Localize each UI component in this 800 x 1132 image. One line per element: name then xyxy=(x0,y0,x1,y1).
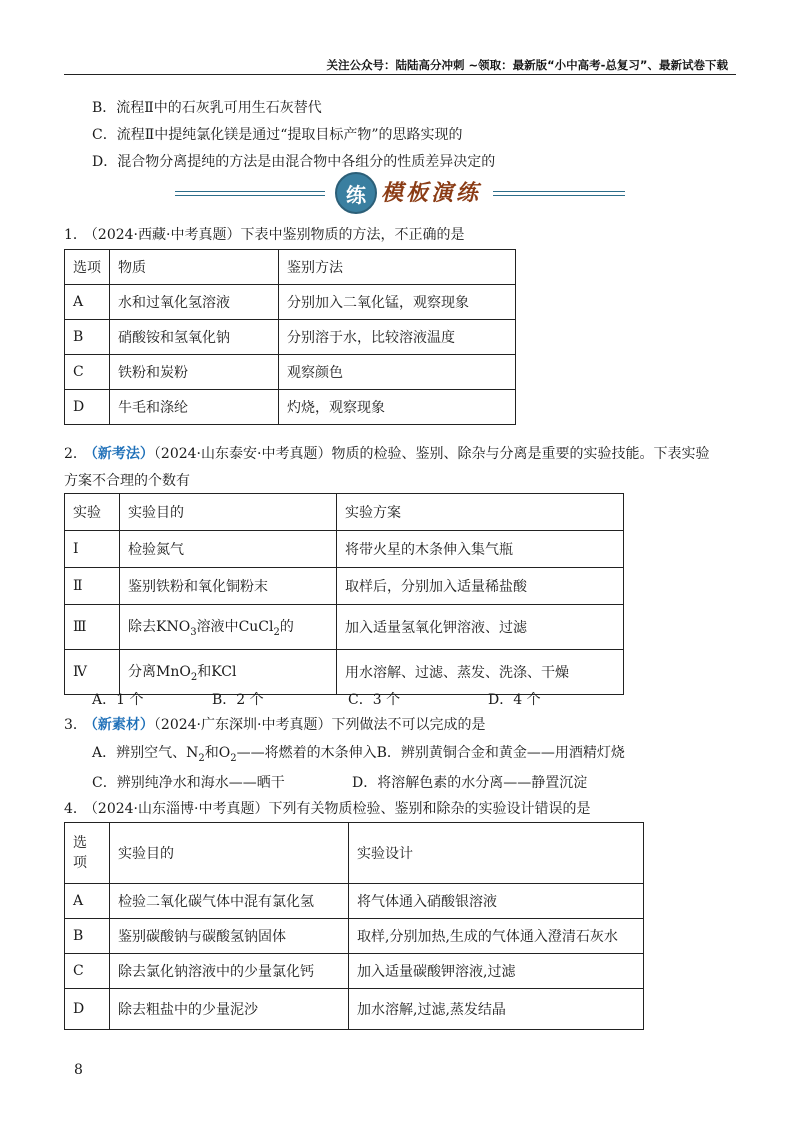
formula-subscript: 2 xyxy=(230,752,237,764)
table-row xyxy=(65,989,644,1030)
q4-table xyxy=(64,822,644,1030)
q3-option-d: D．将溶解色素的水分离——静置沉淀 xyxy=(352,775,588,791)
table-row xyxy=(65,531,624,568)
q3-text-fragment: 和 xyxy=(204,745,219,761)
q2-cell: 加入适量氢氧化钾溶液、过滤 xyxy=(337,605,624,650)
prev-option-b: B．流程Ⅱ中的石灰乳可用生石灰替代 xyxy=(92,100,322,116)
q1-cell: C xyxy=(65,355,110,390)
q1-cell: 牛毛和涤纶 xyxy=(110,390,279,425)
q1-cell: A xyxy=(65,285,110,320)
table-row xyxy=(65,954,644,989)
formula-cucl2: CuCl xyxy=(238,619,274,636)
q1-header-option: 选项 xyxy=(65,250,110,285)
q4-stem xyxy=(64,798,590,818)
q1-header-method: 鉴别方法 xyxy=(279,250,516,285)
q1-cell: 灼烧，观察现象 xyxy=(279,390,516,425)
q3-tag: （新素材） xyxy=(90,717,154,733)
q4-cell: C xyxy=(65,954,110,989)
table-row xyxy=(65,390,516,425)
q4-cell: 除去粗盐中的少量泥沙 xyxy=(110,989,349,1030)
q2-stem-line2: 方案不合理的个数有 xyxy=(64,473,190,489)
q3-option-b: B．辨别黄铜合金和黄金——用酒精灯烧 xyxy=(376,745,625,761)
q2-cell: 鉴别铁粉和氧化铜粉末 xyxy=(120,568,337,605)
q2-cell: Ⅱ xyxy=(65,568,120,605)
q2-cell: 检验氮气 xyxy=(120,531,337,568)
q4-cell: 将气体通入硝酸银溶液 xyxy=(349,884,644,919)
q1-stem xyxy=(64,224,464,244)
q1-header-substance: 物质 xyxy=(110,250,279,285)
q2-table xyxy=(64,493,624,695)
q4-header-design: 实验设计 xyxy=(349,823,644,884)
q3-text: （2024·广东深圳·中考真题）下列做法不可以完成的是 xyxy=(153,717,486,733)
table-row xyxy=(65,285,516,320)
q1-cell: D xyxy=(65,390,110,425)
banner-title: 模板演练 xyxy=(381,180,482,206)
q4-cell: 除去氯化钠溶液中的少量氯化钙 xyxy=(110,954,349,989)
q1-number: 1． xyxy=(64,227,87,243)
q2-cell: 将带火星的木条伸入集气瓶 xyxy=(337,531,624,568)
q4-number: 4． xyxy=(64,801,87,817)
table-row xyxy=(65,355,516,390)
q1-cell: B xyxy=(65,320,110,355)
q2-cell: Ⅲ xyxy=(65,605,120,650)
q2-header-purpose: 实验目的 xyxy=(120,494,337,531)
q1-cell: 水和过氧化氢溶液 xyxy=(110,285,279,320)
table-row xyxy=(65,568,624,605)
q2-text-fragment: 溶液中 xyxy=(196,619,239,636)
q4-cell: 取样,分别加热,生成的气体通入澄清石灰水 xyxy=(349,919,644,954)
q4-header-option-line: 选 xyxy=(73,835,87,851)
header-note: 关注公众号：陆陆高分冲刺 ~领取：最新版“小中高考-总复习”、最新试卷下载 xyxy=(326,58,728,72)
page-number: 8 xyxy=(74,1062,83,1078)
header-rule xyxy=(64,74,736,75)
q2-tag: （新考法） xyxy=(90,446,154,462)
q2-options xyxy=(92,689,541,709)
q2-text-fragment: 和 xyxy=(197,664,212,681)
q2-text-fragment: 分离 xyxy=(128,664,156,681)
q2-number: 2． xyxy=(64,446,87,462)
q3-number: 3． xyxy=(64,717,87,733)
q2-text: （2024·山东泰安·中考真题）物质的检验、鉴别、除杂与分离是重要的实验技能。下表实验 xyxy=(153,446,710,462)
q2-cell: Ⅳ xyxy=(65,650,120,695)
q3-option-a xyxy=(92,745,377,764)
q1-cell: 观察颜色 xyxy=(279,355,516,390)
table-header-row xyxy=(65,250,516,285)
q2-option-d: D．4 个 xyxy=(488,692,541,708)
formula-subscript: 2 xyxy=(198,752,205,764)
formula-n2: N xyxy=(186,745,199,761)
formula-subscript: 3 xyxy=(190,626,197,638)
q1-cell: 分别加入二氧化锰，观察现象 xyxy=(279,285,516,320)
q2-header-experiment: 实验 xyxy=(65,494,120,531)
q3-options-row2 xyxy=(92,772,587,792)
q2-header-plan: 实验方案 xyxy=(337,494,624,531)
formula-subscript: 2 xyxy=(190,671,198,683)
q2-text-fragment: 的 xyxy=(279,619,294,636)
table-row xyxy=(65,650,624,695)
prev-option-c: C．流程Ⅱ中提纯氯化镁是通过“提取目标产物”的思路实现的 xyxy=(92,127,463,143)
q4-header-option xyxy=(65,823,110,884)
formula-subscript: 2 xyxy=(273,626,280,638)
table-row xyxy=(65,605,624,650)
banner-left-line xyxy=(175,191,325,196)
table-header-row xyxy=(65,823,644,884)
table-row xyxy=(65,884,644,919)
q4-cell: A xyxy=(65,884,110,919)
q3-text-fragment: A．辨别空气、 xyxy=(92,745,187,761)
q4-cell: D xyxy=(65,989,110,1030)
q4-text: （2024·山东淄博·中考真题）下列有关物质检验、鉴别和除杂的实验设计错误的是 xyxy=(90,801,591,817)
table-header-row xyxy=(65,494,624,531)
q1-cell: 硝酸铵和氢氧化钠 xyxy=(110,320,279,355)
q4-header-purpose: 实验目的 xyxy=(110,823,349,884)
q3-option-c: C．辨别纯净水和海水——晒干 xyxy=(92,775,285,791)
formula-mno2: MnO xyxy=(156,664,191,681)
banner-badge: 练 xyxy=(335,172,377,214)
section-banner xyxy=(175,172,625,212)
q2-cell-formula xyxy=(120,650,337,695)
q2-stem-line1 xyxy=(64,443,709,463)
q1-table xyxy=(64,249,516,425)
q2-text-fragment: 除去 xyxy=(128,619,156,636)
q3-stem xyxy=(64,714,485,734)
q4-header-option-line: 项 xyxy=(73,855,87,871)
q2-cell: 取样后，分别加入适量稀盐酸 xyxy=(337,568,624,605)
table-row xyxy=(65,919,644,954)
q1-cell: 铁粉和炭粉 xyxy=(110,355,279,390)
q4-cell: 加水溶解,过滤,蒸发结晶 xyxy=(349,989,644,1030)
q4-cell: 鉴别碳酸钠与碳酸氢钠固体 xyxy=(110,919,349,954)
formula-kno3: KNO xyxy=(156,619,191,636)
q1-text: （2024·西藏·中考真题）下表中鉴别物质的方法，不正确的是 xyxy=(90,227,465,243)
q4-cell: B xyxy=(65,919,110,954)
q1-cell: 分别溶于水，比较溶液温度 xyxy=(279,320,516,355)
q4-cell: 检验二氧化碳气体中混有氯化氢 xyxy=(110,884,349,919)
table-row xyxy=(65,320,516,355)
q3-options-row1 xyxy=(92,742,625,764)
banner-right-line xyxy=(493,191,625,196)
q2-option-b: B．2 个 xyxy=(212,692,264,708)
formula-o2: O xyxy=(218,745,231,761)
q2-cell: 用水溶解、过滤、蒸发、洗涤、干燥 xyxy=(337,650,624,695)
q2-option-a: A．1 个 xyxy=(92,692,144,708)
q2-cell-formula xyxy=(120,605,337,650)
q2-cell: Ⅰ xyxy=(65,531,120,568)
prev-option-d: D．混合物分离提纯的方法是由混合物中各组分的性质差异决定的 xyxy=(92,154,496,170)
q2-option-c: C．3 个 xyxy=(348,692,401,708)
q4-cell: 加入适量碳酸钾溶液,过滤 xyxy=(349,954,644,989)
q3-text-fragment: ——将燃着的木条伸入 xyxy=(236,745,377,761)
formula-kcl: KCl xyxy=(211,664,237,681)
